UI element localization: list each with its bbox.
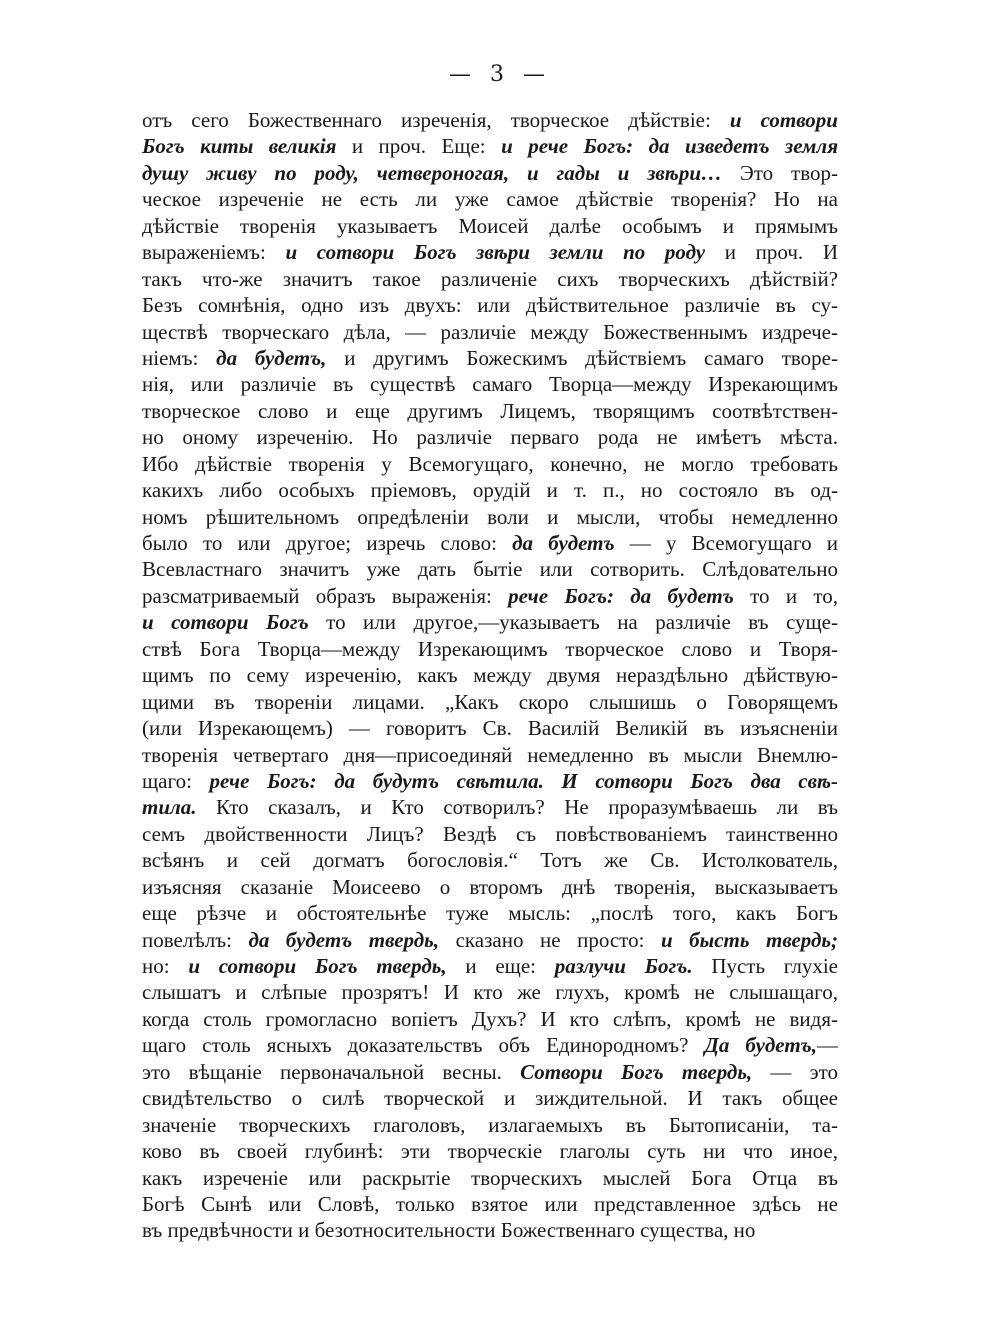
text-run: ствѣ Бога Творца—между Изрекающимъ творческое слово и Творя- [142,636,838,661]
text-run: когда столь громогласно вопіетъ Духъ? И кто слѣпъ, кромѣ не видя- [142,1006,838,1031]
text-line [142,1191,838,1217]
text-run: номъ рѣшительномъ опредѣленіи воли и мысли, чтобы немедленно [142,504,838,529]
text-run: (или Изрекающемъ) — говоритъ Св. Василій Великій въ изъясненіи [142,716,838,741]
text-run: еще рѣзче и обстоятельнѣе туже мысль: „послѣ того, какъ Богъ [142,901,838,926]
text-line [142,583,838,609]
text-line [142,345,838,371]
text-run: щимъ по сему изреченію, какъ между двумя нераздѣльно дѣйствую- [142,663,838,688]
text-line [142,1059,838,1085]
emphasized-quote: Да будетъ, [704,1033,817,1058]
text-run: свидѣтельство о силѣ творческой и зиждительной. И такъ общее [142,1086,838,1111]
text-run: — у Всемогущаго и [614,531,839,555]
text-run: ніемъ: [142,345,217,370]
text-run: ществѣ творческаго дѣла, — различіе между Божественнымъ издрече- [142,319,838,344]
text-line [142,821,838,847]
text-run: какъ изреченіе или раскрытіе творческихъ мыслей Бога Отца въ [142,1165,838,1190]
text-run: такъ что-же значитъ такое различеніе сихъ творческихъ дѣйствій? [142,266,838,291]
text-run: Пусть глухіе [692,954,838,978]
text-line [142,530,838,556]
text-run: но оному изреченію. Но различіе перваго рода не имѣетъ мѣста. [142,425,838,450]
text-run: и другимъ Божескимъ дѣйствіемъ самаго творе- [326,345,838,370]
text-run: Кто сказалъ, и Кто сотворилъ? Не проразумѣваешь ли въ [196,795,838,820]
emphasized-quote: да будетъ, [216,345,327,370]
text-run: и еще: [446,954,555,978]
text-run: щими въ твореніи лицами. „Какъ скоро слышишь о Говорящемъ [142,689,838,714]
text-run: ково въ своей глубинѣ: эти творческіе глаголы суть ни что иное, [142,1139,838,1164]
text-line [142,609,838,635]
emphasized-quote: и рече Богъ: да изведетъ земля [501,134,839,159]
text-line [142,1165,838,1191]
text-line [142,662,838,688]
text-body [142,107,838,1244]
text-run: то или другое,—указываетъ на различіе въ суще- [308,610,838,635]
text-run: Это твор- [722,160,838,185]
text-run: творческое слово и еще другимъ Лицемъ, творящимъ соотвѣтствен- [142,398,838,423]
text-line [142,398,838,424]
text-run: въ предвѣчности и безотносительности Божественнаго существа, но [142,1218,756,1243]
text-line [142,1032,838,1058]
text-line [142,371,838,397]
text-line [142,979,838,1005]
text-line [142,556,838,582]
emphasized-quote: разлучи Богъ. [554,954,693,978]
text-line [142,794,838,820]
text-run: дѣйствіе творенія указываетъ Моисей далѣе особымъ и прямымъ [142,213,838,238]
text-run: нія, или различіе въ существѣ самаго Творца—между Изрекающимъ [142,372,838,397]
text-line [142,900,838,926]
emphasized-quote: да будетъ твердь, [248,927,440,952]
text-line [142,927,838,953]
text-run: Всевластнаго значитъ уже дать бытіе или сотворить. Слѣдовательно [142,557,838,582]
text-run: всѣянъ и сей догматъ богословія.“ Тотъ же Св. Истолкователь, [142,848,838,873]
text-line [142,186,838,212]
emphasized-quote: рече Богъ: да будутъ свѣтила. И сотвори Богъ два свѣ- [209,768,838,793]
emphasized-quote: и сотвори Богъ звѣри земли по роду [285,240,706,265]
text-run: и проч. И [705,240,838,265]
text-line [142,1138,838,1164]
text-run: изъясняя сказаніе Моисеево о второмъ днѣ творенія, высказываетъ [142,874,838,899]
text-line [142,424,838,450]
text-line [142,160,838,186]
text-run: ческое изреченіе не есть ли уже самое дѣйствіе творенія? Но на [142,187,838,212]
text-line [142,213,838,239]
text-line [142,715,838,741]
text-run: — [817,1033,838,1058]
emphasized-quote: и сотвори [729,108,838,132]
text-line [142,133,838,159]
text-run: значеніе творческихъ глаголовъ, излагаемыхъ въ Бытописаніи, та- [142,1112,838,1137]
page-number: — 3 — [449,62,551,87]
emphasized-quote: Богъ киты великія [142,134,337,159]
text-run: какихъ либо особыхъ пріемовъ, орудій и т. п., но состояло въ од- [142,478,838,503]
text-run: слышатъ и слѣпые прозрятъ! И кто же глухъ, кромѣ не слышащаго, [142,980,838,1005]
text-run: выраженіемъ: [142,240,286,265]
text-line [142,319,838,345]
emphasized-quote: рече Богъ: да будетъ [508,583,734,608]
text-run: — это [752,1059,838,1084]
text-run: семъ двойственности Лицъ? Вездѣ съ повѣствованіемъ таинственно [142,821,838,846]
text-line [142,636,838,662]
text-run: разсматриваемый образъ выраженія: [142,583,509,608]
text-line [142,477,838,503]
text-line [142,1112,838,1138]
text-line [142,266,838,292]
text-run: творенія четвертаго дня—присоединяй немедленно въ мысли Внемлю- [142,742,838,767]
text-line [142,847,838,873]
emphasized-quote: и сотвори Богъ [142,610,309,635]
emphasized-quote: Сотвори Богъ твердь, [520,1059,753,1084]
emphasized-quote: тила. [142,795,197,820]
text-run: это вѣщаніе первоначальной весны. [142,1059,521,1084]
text-line [142,239,838,265]
text-line [142,689,838,715]
text-line [142,292,838,318]
text-run: то и то, [733,583,839,608]
text-line [142,953,838,979]
text-run: Богѣ Сынѣ или Словѣ, только взятое или представленное здѣсь не [142,1191,838,1216]
text-line [142,768,838,794]
text-line [142,1085,838,1111]
text-run: Ибо дѣйствіе творенія у Всемогущаго, конечно, не могло требовать [142,451,838,476]
text-line [142,874,838,900]
text-line [142,1006,838,1032]
text-run: сказано не просто: [439,927,661,952]
text-run: щаго: [142,768,210,793]
emphasized-quote: и бысть твердь; [660,927,839,952]
text-run: повелѣлъ: [142,927,249,952]
text-line [142,451,838,477]
text-run: но: [142,954,189,978]
text-line [142,1217,838,1243]
emphasized-quote: и сотвори Богъ твердь, [188,954,447,978]
text-run: отъ сего Божественнаго изреченія, творческое дѣйствіе: [142,108,730,132]
text-line [142,504,838,530]
emphasized-quote: душу живу по роду, четвероногая, и гады и звѣри… [142,160,722,185]
emphasized-quote: да будетъ [512,531,615,555]
text-run: было то или другое; изречь слово: [142,531,513,555]
text-line [142,107,838,133]
text-run: щаго столь ясныхъ доказательствъ объ Единородномъ? [142,1033,705,1058]
text-run: Безъ сомнѣнія, одно изъ двухъ: или дѣйствительное различіе въ су- [142,293,838,318]
text-run: и проч. Еще: [336,134,502,159]
text-line [142,742,838,768]
